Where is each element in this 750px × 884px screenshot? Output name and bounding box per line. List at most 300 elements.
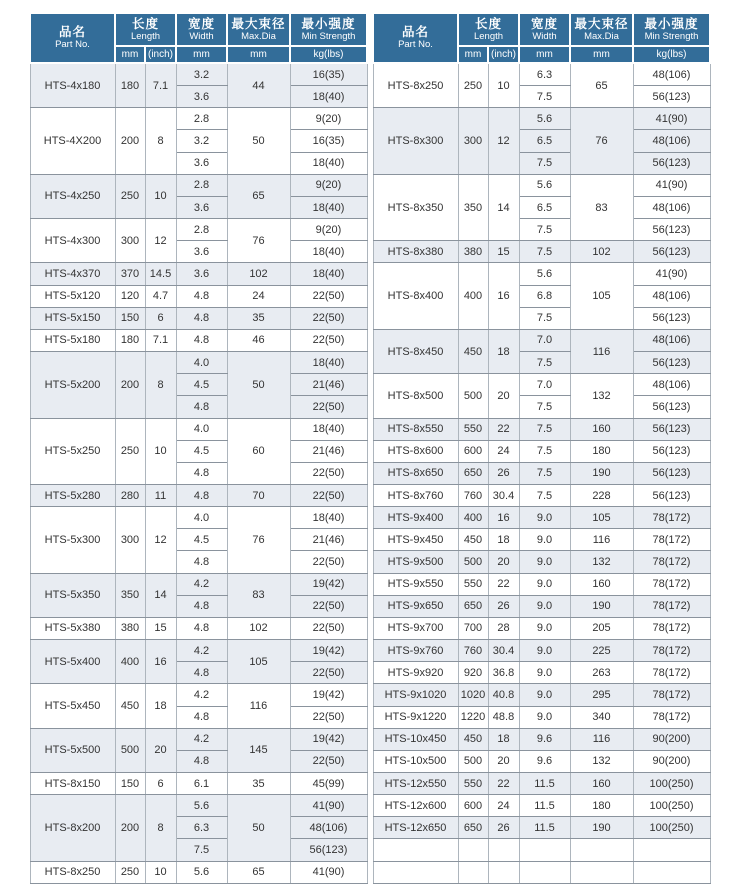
max-dia-cell: 116 xyxy=(570,728,633,750)
table-row xyxy=(373,773,710,795)
col-header-length-label-zh: 长度 xyxy=(474,16,502,31)
length-inch-cell: 18 xyxy=(488,329,519,373)
min-strength-cell: 22(50) xyxy=(290,706,367,728)
col-header-max-dia-label-zh: 最大束径 xyxy=(574,16,629,31)
empty-cell xyxy=(458,861,488,883)
length-inch-cell: 18 xyxy=(488,728,519,750)
min-strength-cell: 16(35) xyxy=(290,130,367,152)
width-cell: 7.5 xyxy=(519,219,570,241)
length-mm-cell: 400 xyxy=(458,263,488,329)
max-dia-cell: 46 xyxy=(227,329,290,351)
length-inch-cell: 40.8 xyxy=(488,684,519,706)
part-no-cell: HTS-8x150 xyxy=(30,773,115,795)
length-inch-cell: 30.4 xyxy=(488,484,519,506)
min-strength-cell: 22(50) xyxy=(290,307,367,329)
max-dia-cell: 105 xyxy=(570,507,633,529)
length-mm-cell: 700 xyxy=(458,617,488,639)
max-dia-cell: 145 xyxy=(227,728,290,772)
part-no-cell: HTS-10x500 xyxy=(373,750,458,772)
min-strength-cell: 41(90) xyxy=(633,174,710,196)
table-row xyxy=(30,108,367,130)
table-row xyxy=(373,617,710,639)
part-no-label-en: Part No. xyxy=(55,39,90,51)
min-strength-cell: 56(123) xyxy=(633,396,710,418)
table-row xyxy=(373,440,710,462)
length-mm-cell: 650 xyxy=(458,462,488,484)
part-no-cell: HTS-9x1220 xyxy=(373,706,458,728)
col-header-part-no xyxy=(373,13,458,63)
table-row xyxy=(373,817,710,839)
length-mm-cell: 600 xyxy=(458,795,488,817)
min-strength-cell: 18(40) xyxy=(290,241,367,263)
max-dia-cell: 116 xyxy=(227,684,290,728)
min-strength-cell: 16(35) xyxy=(290,63,367,86)
width-cell: 4.8 xyxy=(176,706,227,728)
table-row xyxy=(30,773,367,795)
length-inch-cell: 18 xyxy=(488,529,519,551)
width-cell: 7.5 xyxy=(519,86,570,108)
length-mm-cell: 300 xyxy=(115,219,145,263)
min-strength-cell: 56(123) xyxy=(633,307,710,329)
part-no-cell: HTS-9x550 xyxy=(373,573,458,595)
empty-cell xyxy=(488,861,519,883)
min-strength-cell: 18(40) xyxy=(290,196,367,218)
length-inch-cell: 10 xyxy=(145,174,176,218)
width-cell: 4.5 xyxy=(176,374,227,396)
length-mm-cell: 400 xyxy=(115,640,145,684)
length-inch-cell: 12 xyxy=(145,219,176,263)
width-cell: 9.0 xyxy=(519,617,570,639)
width-cell: 7.5 xyxy=(519,418,570,440)
width-cell: 9.6 xyxy=(519,750,570,772)
part-no-cell: HTS-8x400 xyxy=(373,263,458,329)
width-cell: 6.8 xyxy=(519,285,570,307)
table-row xyxy=(30,684,367,706)
length-inch-cell: 22 xyxy=(488,573,519,595)
part-no-cell: HTS-8x250 xyxy=(30,861,115,883)
length-inch-cell: 11 xyxy=(145,484,176,506)
min-strength-cell: 78(172) xyxy=(633,706,710,728)
width-cell: 3.6 xyxy=(176,196,227,218)
max-dia-cell: 24 xyxy=(227,285,290,307)
table-row xyxy=(373,108,710,130)
part-no-label-zh: 品名 xyxy=(58,25,86,40)
width-cell: 4.8 xyxy=(176,750,227,772)
part-no-cell: HTS-4x180 xyxy=(30,63,115,108)
length-inch-cell: 15 xyxy=(488,241,519,263)
part-no-cell: HTS-10x450 xyxy=(373,728,458,750)
length-inch-cell: 20 xyxy=(488,750,519,772)
length-inch-cell: 8 xyxy=(145,795,176,861)
length-inch-cell: 28 xyxy=(488,617,519,639)
width-cell: 3.6 xyxy=(176,152,227,174)
max-dia-cell: 65 xyxy=(570,63,633,108)
part-no-cell: HTS-4x300 xyxy=(30,219,115,263)
width-cell: 7.5 xyxy=(519,152,570,174)
width-cell: 4.0 xyxy=(176,418,227,440)
part-no-cell: HTS-8x250 xyxy=(373,63,458,108)
length-mm-cell: 180 xyxy=(115,63,145,108)
part-no-cell: HTS-5x250 xyxy=(30,418,115,484)
min-strength-cell: 18(40) xyxy=(290,418,367,440)
part-no-cell: HTS-8x760 xyxy=(373,484,458,506)
unit-width-mm: mm xyxy=(519,46,570,63)
min-strength-cell: 21(46) xyxy=(290,374,367,396)
length-inch-cell: 7.1 xyxy=(145,329,176,351)
min-strength-cell: 22(50) xyxy=(290,750,367,772)
width-cell: 4.8 xyxy=(176,484,227,506)
col-header-width-label-en: Width xyxy=(532,30,557,42)
empty-cell xyxy=(570,861,633,883)
width-cell: 6.5 xyxy=(519,130,570,152)
width-cell: 6.1 xyxy=(176,773,227,795)
max-dia-cell: 225 xyxy=(570,640,633,662)
table-row xyxy=(373,507,710,529)
max-dia-cell: 65 xyxy=(227,174,290,218)
width-cell: 4.8 xyxy=(176,617,227,639)
part-no-cell: HTS-8x550 xyxy=(373,418,458,440)
part-no-cell: HTS-9x700 xyxy=(373,617,458,639)
min-strength-cell: 48(106) xyxy=(633,374,710,396)
length-mm-cell: 350 xyxy=(115,573,145,617)
min-strength-cell: 9(20) xyxy=(290,219,367,241)
table-row xyxy=(30,617,367,639)
max-dia-cell: 105 xyxy=(570,263,633,329)
length-inch-cell: 24 xyxy=(488,795,519,817)
length-inch-cell: 48.8 xyxy=(488,706,519,728)
min-strength-cell: 22(50) xyxy=(290,617,367,639)
max-dia-cell: 340 xyxy=(570,706,633,728)
unit-length-mm: mm xyxy=(458,46,488,63)
empty-cell xyxy=(373,839,458,861)
length-mm-cell: 180 xyxy=(115,329,145,351)
length-inch-cell: 10 xyxy=(488,63,519,108)
part-no-cell: HTS-5x450 xyxy=(30,684,115,728)
col-header-width-label-en: Width xyxy=(189,30,214,42)
col-header-length xyxy=(458,13,519,46)
max-dia-cell: 228 xyxy=(570,484,633,506)
length-mm-cell: 200 xyxy=(115,795,145,861)
table-row xyxy=(30,795,367,817)
min-strength-cell: 56(123) xyxy=(633,352,710,374)
empty-row xyxy=(373,839,710,861)
part-no-cell: HTS-5x500 xyxy=(30,728,115,772)
max-dia-cell: 76 xyxy=(227,507,290,573)
empty-cell xyxy=(488,839,519,861)
length-inch-cell: 12 xyxy=(145,507,176,573)
length-mm-cell: 550 xyxy=(458,418,488,440)
width-cell: 7.5 xyxy=(519,307,570,329)
unit-length-inch: (inch) xyxy=(488,46,519,63)
length-inch-cell: 24 xyxy=(488,440,519,462)
part-no-cell: HTS-5x150 xyxy=(30,307,115,329)
length-mm-cell: 150 xyxy=(115,773,145,795)
max-dia-cell: 35 xyxy=(227,307,290,329)
col-header-width-label-zh: 宽度 xyxy=(187,16,215,31)
length-mm-cell: 500 xyxy=(458,750,488,772)
table-row xyxy=(30,307,367,329)
col-header-min-strength xyxy=(290,13,367,46)
unit-min-strength-kglbs: kg(lbs) xyxy=(290,46,367,63)
max-dia-cell: 65 xyxy=(227,861,290,883)
table-row xyxy=(373,706,710,728)
width-cell: 9.0 xyxy=(519,507,570,529)
width-cell: 4.8 xyxy=(176,595,227,617)
width-cell: 4.2 xyxy=(176,573,227,595)
min-strength-cell: 56(123) xyxy=(633,152,710,174)
length-mm-cell: 920 xyxy=(458,662,488,684)
width-cell: 4.8 xyxy=(176,285,227,307)
min-strength-cell: 19(42) xyxy=(290,684,367,706)
min-strength-cell: 18(40) xyxy=(290,86,367,108)
table-row xyxy=(30,507,367,529)
min-strength-cell: 90(200) xyxy=(633,750,710,772)
width-cell: 2.8 xyxy=(176,174,227,196)
table-row xyxy=(373,241,710,263)
table-row xyxy=(30,219,367,241)
width-cell: 7.0 xyxy=(519,329,570,351)
length-inch-cell: 20 xyxy=(488,374,519,418)
table-row xyxy=(30,573,367,595)
min-strength-cell: 18(40) xyxy=(290,263,367,285)
max-dia-cell: 263 xyxy=(570,662,633,684)
length-inch-cell: 18 xyxy=(145,684,176,728)
part-no-cell: HTS-12x600 xyxy=(373,795,458,817)
length-mm-cell: 250 xyxy=(458,63,488,108)
min-strength-cell: 9(20) xyxy=(290,108,367,130)
length-mm-cell: 380 xyxy=(458,241,488,263)
length-mm-cell: 450 xyxy=(458,329,488,373)
max-dia-cell: 132 xyxy=(570,374,633,418)
empty-cell xyxy=(519,861,570,883)
table-row xyxy=(30,418,367,440)
part-no-cell: HTS-8x380 xyxy=(373,241,458,263)
width-cell: 7.5 xyxy=(519,396,570,418)
table-row xyxy=(373,640,710,662)
min-strength-cell: 41(90) xyxy=(290,861,367,883)
table-row xyxy=(373,728,710,750)
max-dia-cell: 105 xyxy=(227,640,290,684)
length-mm-cell: 1220 xyxy=(458,706,488,728)
unit-max-dia-mm: mm xyxy=(227,46,290,63)
col-header-length-label-zh: 长度 xyxy=(131,16,159,31)
max-dia-cell: 190 xyxy=(570,817,633,839)
min-strength-cell: 18(40) xyxy=(290,152,367,174)
max-dia-cell: 160 xyxy=(570,573,633,595)
width-cell: 9.0 xyxy=(519,640,570,662)
width-cell: 2.8 xyxy=(176,219,227,241)
min-strength-cell: 48(106) xyxy=(633,329,710,351)
width-cell: 4.8 xyxy=(176,396,227,418)
spec-table-right xyxy=(372,12,711,884)
min-strength-cell: 41(90) xyxy=(633,263,710,285)
min-strength-cell: 78(172) xyxy=(633,507,710,529)
length-inch-cell: 14 xyxy=(145,573,176,617)
max-dia-cell: 116 xyxy=(570,529,633,551)
part-no-cell: HTS-8x450 xyxy=(373,329,458,373)
part-no-cell: HTS-8x350 xyxy=(373,174,458,240)
max-dia-cell: 132 xyxy=(570,551,633,573)
max-dia-cell: 83 xyxy=(570,174,633,240)
part-no-cell: HTS-5x200 xyxy=(30,352,115,418)
length-inch-cell: 16 xyxy=(145,640,176,684)
part-no-cell: HTS-8x200 xyxy=(30,795,115,861)
part-no-cell: HTS-12x650 xyxy=(373,817,458,839)
table-row xyxy=(30,640,367,662)
min-strength-cell: 100(250) xyxy=(633,817,710,839)
min-strength-cell: 41(90) xyxy=(290,795,367,817)
min-strength-cell: 56(123) xyxy=(633,462,710,484)
width-cell: 4.5 xyxy=(176,529,227,551)
length-mm-cell: 450 xyxy=(458,728,488,750)
width-cell: 11.5 xyxy=(519,773,570,795)
length-mm-cell: 500 xyxy=(458,374,488,418)
table-row xyxy=(30,484,367,506)
max-dia-cell: 180 xyxy=(570,795,633,817)
width-cell: 5.6 xyxy=(519,174,570,196)
width-cell: 7.5 xyxy=(519,440,570,462)
min-strength-cell: 48(106) xyxy=(633,285,710,307)
min-strength-cell: 48(106) xyxy=(633,130,710,152)
width-cell: 7.5 xyxy=(519,241,570,263)
length-mm-cell: 550 xyxy=(458,773,488,795)
width-cell: 3.2 xyxy=(176,63,227,86)
table-row xyxy=(30,174,367,196)
length-mm-cell: 450 xyxy=(115,684,145,728)
length-inch-cell: 20 xyxy=(145,728,176,772)
min-strength-cell: 56(123) xyxy=(633,484,710,506)
max-dia-cell: 50 xyxy=(227,352,290,418)
width-cell: 4.2 xyxy=(176,640,227,662)
length-inch-cell: 36.8 xyxy=(488,662,519,684)
width-cell: 9.6 xyxy=(519,728,570,750)
width-cell: 7.5 xyxy=(519,352,570,374)
width-cell: 6.5 xyxy=(519,196,570,218)
min-strength-cell: 78(172) xyxy=(633,640,710,662)
col-header-length-label-en: Length xyxy=(473,30,504,42)
width-cell: 11.5 xyxy=(519,795,570,817)
min-strength-cell: 22(50) xyxy=(290,484,367,506)
max-dia-cell: 190 xyxy=(570,462,633,484)
table-row xyxy=(373,529,710,551)
length-mm-cell: 200 xyxy=(115,108,145,174)
part-no-label-zh: 品名 xyxy=(401,25,429,40)
part-no-cell: HTS-9x650 xyxy=(373,595,458,617)
min-strength-cell: 100(250) xyxy=(633,773,710,795)
length-inch-cell: 12 xyxy=(488,108,519,174)
unit-min-strength-kglbs: kg(lbs) xyxy=(633,46,710,63)
width-cell: 5.6 xyxy=(176,861,227,883)
width-cell: 3.6 xyxy=(176,241,227,263)
table-row xyxy=(373,263,710,285)
table-row xyxy=(30,329,367,351)
width-cell: 4.0 xyxy=(176,507,227,529)
table-row xyxy=(373,63,710,86)
length-inch-cell: 14 xyxy=(488,174,519,240)
width-cell: 3.6 xyxy=(176,86,227,108)
table-row xyxy=(373,750,710,772)
width-cell: 3.6 xyxy=(176,263,227,285)
length-inch-cell: 8 xyxy=(145,108,176,174)
width-cell: 2.8 xyxy=(176,108,227,130)
width-cell: 9.0 xyxy=(519,706,570,728)
table-row xyxy=(373,795,710,817)
width-cell: 9.0 xyxy=(519,551,570,573)
part-no-label-en: Part No. xyxy=(398,39,433,51)
length-mm-cell: 500 xyxy=(458,551,488,573)
min-strength-cell: 19(42) xyxy=(290,573,367,595)
min-strength-cell: 56(123) xyxy=(633,440,710,462)
max-dia-cell: 50 xyxy=(227,795,290,861)
min-strength-cell: 22(50) xyxy=(290,285,367,307)
col-header-max-dia-label-zh: 最大束径 xyxy=(231,16,286,31)
max-dia-cell: 160 xyxy=(570,418,633,440)
width-cell: 4.8 xyxy=(176,462,227,484)
min-strength-cell: 21(46) xyxy=(290,440,367,462)
unit-width-mm: mm xyxy=(176,46,227,63)
part-no-cell: HTS-8x600 xyxy=(373,440,458,462)
min-strength-cell: 90(200) xyxy=(633,728,710,750)
part-no-cell: HTS-5x280 xyxy=(30,484,115,506)
length-inch-cell: 8 xyxy=(145,352,176,418)
max-dia-cell: 76 xyxy=(570,108,633,174)
min-strength-cell: 19(42) xyxy=(290,728,367,750)
length-mm-cell: 300 xyxy=(115,507,145,573)
table-row xyxy=(373,595,710,617)
min-strength-cell: 78(172) xyxy=(633,617,710,639)
min-strength-cell: 78(172) xyxy=(633,573,710,595)
col-header-min-strength-label-zh: 最小强度 xyxy=(301,16,356,31)
max-dia-cell: 102 xyxy=(570,241,633,263)
width-cell: 5.6 xyxy=(519,108,570,130)
length-inch-cell: 20 xyxy=(488,551,519,573)
length-inch-cell: 26 xyxy=(488,595,519,617)
part-no-cell: HTS-5x120 xyxy=(30,285,115,307)
table-row xyxy=(30,263,367,285)
length-mm-cell: 450 xyxy=(458,529,488,551)
part-no-cell: HTS-5x380 xyxy=(30,617,115,639)
length-mm-cell: 760 xyxy=(458,640,488,662)
length-inch-cell: 22 xyxy=(488,773,519,795)
col-header-min-strength-label-en: Min Strength xyxy=(301,30,356,42)
width-cell: 9.0 xyxy=(519,573,570,595)
table-row xyxy=(373,573,710,595)
min-strength-cell: 18(40) xyxy=(290,352,367,374)
empty-row xyxy=(373,861,710,883)
max-dia-cell: 116 xyxy=(570,329,633,373)
min-strength-cell: 41(90) xyxy=(633,108,710,130)
min-strength-cell: 18(40) xyxy=(290,507,367,529)
col-header-min-strength xyxy=(633,13,710,46)
length-mm-cell: 300 xyxy=(458,108,488,174)
table-row xyxy=(30,285,367,307)
part-no-cell: HTS-8x500 xyxy=(373,374,458,418)
length-mm-cell: 250 xyxy=(115,418,145,484)
length-mm-cell: 550 xyxy=(458,573,488,595)
col-header-width xyxy=(176,13,227,46)
min-strength-cell: 22(50) xyxy=(290,551,367,573)
col-header-width xyxy=(519,13,570,46)
table-row xyxy=(373,484,710,506)
min-strength-cell: 22(50) xyxy=(290,462,367,484)
max-dia-cell: 44 xyxy=(227,63,290,108)
width-cell: 7.5 xyxy=(519,462,570,484)
length-mm-cell: 370 xyxy=(115,263,145,285)
unit-max-dia-mm: mm xyxy=(570,46,633,63)
max-dia-cell: 190 xyxy=(570,595,633,617)
length-inch-cell: 15 xyxy=(145,617,176,639)
min-strength-cell: 56(123) xyxy=(290,839,367,861)
